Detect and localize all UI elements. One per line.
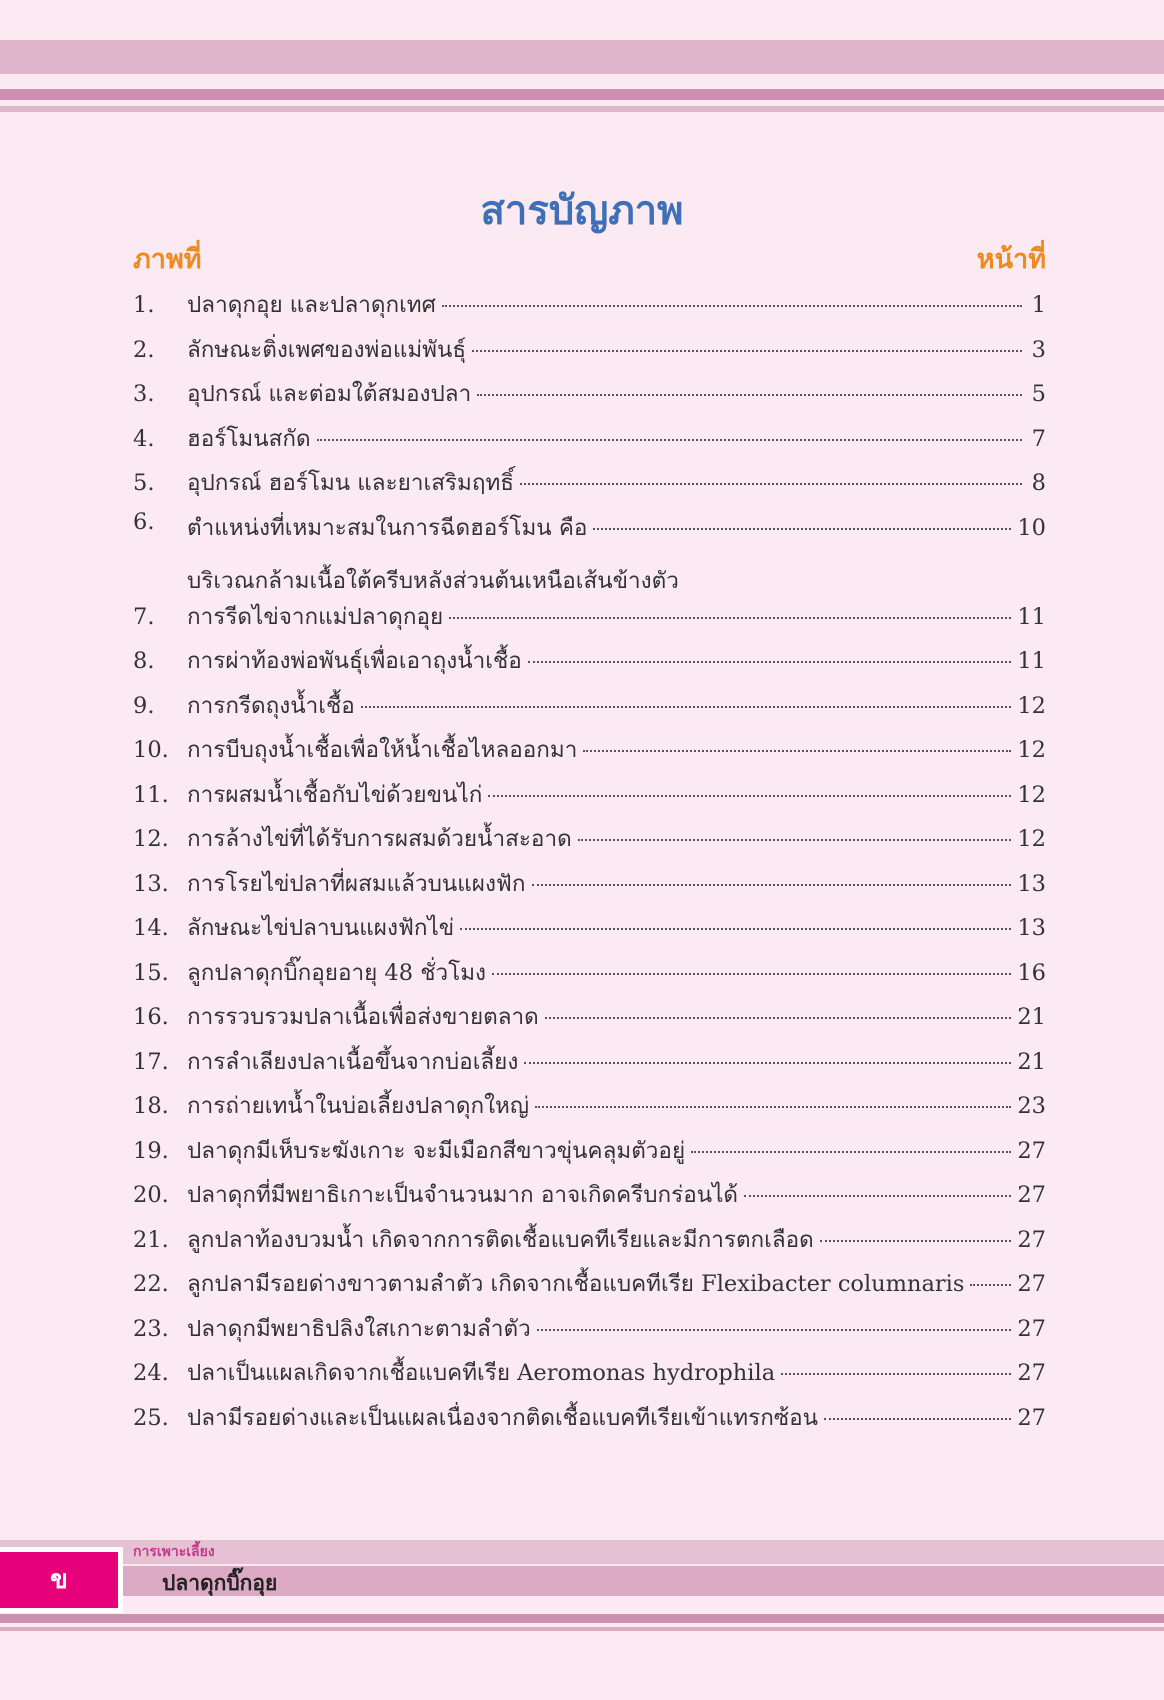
dot-leader [824, 1418, 1011, 1420]
figure-caption: การบีบถุงน้ำเชื้อเพื่อให้น้ำเชื้อไหลออกมา [187, 737, 578, 763]
figure-caption: ปลาดุกอุย และปลาดุกเทศ [187, 292, 436, 318]
book-title: ปลาดุกบิ๊กอุย [162, 1571, 278, 1595]
page-number: 21 [1017, 1048, 1046, 1075]
list-item [133, 464, 1046, 509]
figure-number: 11. [133, 781, 169, 808]
dot-leader [535, 1106, 1011, 1108]
page-number: 12 [1017, 737, 1046, 763]
page-number-box: ข [0, 1547, 123, 1613]
figure-caption: ลูกปลาดุกบิ๊กอุยอายุ 48 ชั่วโมง [187, 959, 487, 986]
figure-caption: ตำแหน่งที่เหมาะสมในการฉีดฮอร์โมน คือ [187, 514, 588, 541]
figure-caption: การโรยไข่ปลาที่ผสมแล้วบนแผงฟัก [187, 870, 526, 897]
list-item [133, 1132, 1046, 1177]
top-stripe [0, 89, 1164, 100]
footer-stripe [0, 1614, 1164, 1623]
page-number: 27 [1017, 1226, 1046, 1253]
page-number: 8 [1031, 470, 1046, 496]
page-number: 27 [1017, 1137, 1046, 1164]
dot-leader [781, 1373, 1011, 1375]
page-number: 13 [1017, 915, 1046, 941]
page-number: 21 [1017, 1004, 1046, 1030]
figure-caption: การลำเลียงปลาเนื้อขึ้นจากบ่อเลี้ยง [187, 1048, 519, 1075]
list-item [133, 1221, 1046, 1266]
figure-number: 18. [133, 1093, 169, 1119]
list-item [133, 820, 1046, 865]
list-item [133, 865, 1046, 910]
page-number: 27 [1017, 1315, 1046, 1342]
figure-caption: อุปกรณ์ และต่อมใต้สมองปลา [187, 381, 472, 407]
list-item [133, 731, 1046, 776]
dot-leader [488, 795, 1011, 797]
figure-number: 4. [133, 425, 155, 452]
figure-caption: ปลาดุกมีพยาธิปลิงใสเกาะตามลำตัว [187, 1315, 531, 1342]
dot-leader [691, 1151, 1011, 1153]
figure-number: 9. [133, 692, 155, 719]
top-band [0, 40, 1164, 74]
figure-number: 22. [133, 1271, 169, 1297]
footer-stripe-thin [0, 1627, 1164, 1631]
page-number: 23 [1017, 1093, 1046, 1119]
figure-caption: ปลาเป็นแผลเกิดจากเชื้อแบคทีเรีย Aeromonas hydrophila [187, 1360, 776, 1386]
figure-number: 5. [133, 470, 155, 496]
list-item [133, 1399, 1046, 1444]
list-item [133, 1176, 1046, 1221]
figure-number: 2. [133, 336, 155, 363]
figure-caption: การถ่ายเทน้ำในบ่อเลี้ยงปลาดุกใหญ่ [187, 1093, 530, 1119]
figure-caption: ลูกปลามีรอยด่างขาวตามลำตัว เกิดจากเชื้อแบคทีเรีย Flexibacter columnaris [187, 1271, 965, 1297]
page-number: 27 [1017, 1271, 1046, 1297]
figure-caption: การรวบรวมปลาเนื้อเพื่อส่งขายตลาด [187, 1004, 539, 1030]
page-number: 5 [1031, 381, 1046, 407]
list-item [133, 1043, 1046, 1088]
dot-leader [532, 884, 1012, 886]
dot-leader [460, 928, 1011, 930]
dot-leader [583, 750, 1011, 752]
figure-caption: การผ่าท้องพ่อพันธุ์เพื่อเอาถุงน้ำเชื้อ [187, 648, 522, 674]
figure-number: 3. [133, 381, 155, 407]
list-item [133, 954, 1046, 999]
list-item [133, 420, 1046, 465]
list-item [133, 331, 1046, 376]
figure-caption-continued: บริเวณกล้ามเนื้อใต้ครีบหลังส่วนต้นเหนือเส้นข้างตัว [187, 567, 679, 594]
page-column-heading: หน้าที่ [976, 244, 1046, 275]
figure-number: 20. [133, 1182, 169, 1208]
figure-number: 12. [133, 826, 169, 852]
page-number: 13 [1017, 870, 1046, 897]
dot-leader [578, 839, 1012, 841]
page-number: 12 [1017, 692, 1046, 719]
dot-leader [361, 706, 1012, 708]
page-number: 27 [1017, 1404, 1046, 1431]
dot-leader [492, 973, 1011, 975]
figure-number: 13. [133, 870, 169, 897]
figure-number: 21. [133, 1226, 169, 1253]
figure-number: 23. [133, 1315, 169, 1342]
figure-caption: ลักษณะไข่ปลาบนแผงฟักไข่ [187, 915, 455, 941]
figure-number: 6. [133, 508, 155, 535]
dot-leader [520, 483, 1022, 485]
dot-leader [537, 1329, 1012, 1331]
dot-leader [317, 439, 1022, 441]
list-item [133, 642, 1046, 687]
figure-caption: การกรีดถุงน้ำเชื้อ [187, 692, 355, 719]
page-title: สารบัญภาพ [480, 188, 684, 234]
figure-number: 24. [133, 1360, 169, 1386]
figure-caption: การรีดไข่จากแม่ปลาดุกอุย [187, 603, 444, 630]
page-number: 1 [1031, 292, 1046, 318]
book-subtitle: การเพาะเลี้ยง [133, 1544, 215, 1560]
figure-number: 7. [133, 603, 155, 630]
figure-caption: ปลาดุกมีเห็บระฆังเกาะ จะมีเมือกสีขาวขุ่นคลุมตัวอยู่ [187, 1137, 686, 1164]
figure-caption: ลูกปลาท้องบวมน้ำ เกิดจากการติดเชื้อแบคทีเรียและมีการตกเลือด [187, 1226, 814, 1253]
dot-leader [820, 1240, 1012, 1242]
figure-caption: การล้างไข่ที่ได้รับการผสมด้วยน้ำสะอาด [187, 826, 572, 852]
figure-number: 25. [133, 1404, 169, 1431]
dot-leader [593, 528, 1011, 530]
figure-number: 16. [133, 1004, 169, 1030]
figure-caption: ฮอร์โมนสกัด [187, 425, 311, 452]
page-number: 27 [1017, 1182, 1046, 1208]
figure-caption: ปลามีรอยด่างและเป็นแผลเนื่องจากติดเชื้อแบคทีเรียเข้าแทรกซ้อน [187, 1404, 818, 1431]
figure-number: 10. [133, 737, 169, 763]
dot-leader [477, 394, 1022, 396]
list-item [133, 375, 1046, 420]
dot-leader [442, 305, 1022, 307]
list-item [133, 598, 1046, 643]
list-item [133, 687, 1046, 732]
dot-leader [449, 617, 1011, 619]
figure-column-heading: ภาพที่ [133, 244, 202, 275]
list-item [133, 509, 1046, 598]
list-item [133, 776, 1046, 821]
page-number: 7 [1031, 425, 1046, 452]
figure-number: 14. [133, 915, 169, 941]
page-number: 27 [1017, 1360, 1046, 1386]
page-number: 12 [1017, 781, 1046, 808]
list-item [133, 286, 1046, 331]
top-stripe-thin [0, 106, 1164, 112]
list-item [133, 1310, 1046, 1355]
list-item [133, 1354, 1046, 1399]
figure-caption: การผสมน้ำเชื้อกับไข่ด้วยขนไก่ [187, 781, 483, 808]
figure-number: 19. [133, 1137, 169, 1164]
dot-leader [744, 1195, 1011, 1197]
list-item [133, 1265, 1046, 1310]
page-number: 12 [1017, 826, 1046, 852]
dot-leader [970, 1284, 1011, 1286]
page-number: 3 [1031, 336, 1046, 363]
dot-leader [472, 350, 1022, 352]
page-number: 16 [1017, 959, 1046, 986]
figure-number: 8. [133, 648, 155, 674]
page-number: 10 [1017, 514, 1046, 541]
figure-number: 15. [133, 959, 169, 986]
dot-leader [545, 1017, 1012, 1019]
figure-caption: ลักษณะติ่งเพศของพ่อแม่พันธุ์ [187, 336, 467, 363]
list-item [133, 1087, 1046, 1132]
list-item [133, 909, 1046, 954]
dot-leader [524, 1062, 1011, 1064]
figure-list [133, 286, 1046, 1443]
dot-leader [528, 661, 1012, 663]
page-number: 11 [1017, 603, 1046, 630]
list-item [133, 998, 1046, 1043]
figure-caption: ปลาดุกที่มีพยาธิเกาะเป็นจำนวนมาก อาจเกิดครีบกร่อนได้ [187, 1182, 739, 1208]
figure-number: 17. [133, 1048, 169, 1075]
figure-caption: อุปกรณ์ ฮอร์โมน และยาเสริมฤทธิ์ [187, 470, 515, 496]
page-number: 11 [1017, 648, 1046, 674]
figure-number: 1. [133, 292, 155, 318]
